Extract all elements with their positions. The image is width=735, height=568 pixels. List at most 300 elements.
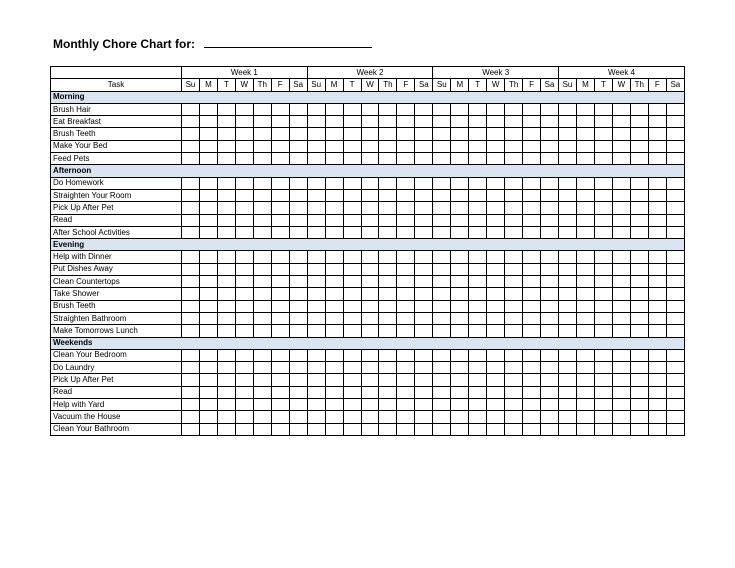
check-cell[interactable]: [343, 386, 361, 398]
check-cell[interactable]: [559, 411, 577, 423]
check-cell[interactable]: [630, 411, 648, 423]
check-cell[interactable]: [541, 386, 559, 398]
check-cell[interactable]: [361, 411, 379, 423]
check-cell[interactable]: [576, 251, 594, 263]
check-cell[interactable]: [433, 177, 451, 189]
check-cell[interactable]: [289, 202, 307, 214]
check-cell[interactable]: [523, 251, 541, 263]
check-cell[interactable]: [433, 226, 451, 238]
check-cell[interactable]: [217, 423, 235, 435]
check-cell[interactable]: [451, 251, 469, 263]
check-cell[interactable]: [630, 399, 648, 411]
check-cell[interactable]: [451, 362, 469, 374]
check-cell[interactable]: [415, 189, 433, 201]
check-cell[interactable]: [523, 153, 541, 165]
check-cell[interactable]: [199, 202, 217, 214]
check-cell[interactable]: [648, 263, 666, 275]
check-cell[interactable]: [612, 140, 630, 152]
check-cell[interactable]: [182, 128, 200, 140]
check-cell[interactable]: [648, 312, 666, 324]
check-cell[interactable]: [505, 349, 523, 361]
check-cell[interactable]: [612, 300, 630, 312]
check-cell[interactable]: [576, 189, 594, 201]
check-cell[interactable]: [307, 399, 325, 411]
check-cell[interactable]: [630, 312, 648, 324]
check-cell[interactable]: [307, 300, 325, 312]
check-cell[interactable]: [379, 128, 397, 140]
check-cell[interactable]: [469, 128, 487, 140]
check-cell[interactable]: [235, 128, 253, 140]
check-cell[interactable]: [648, 325, 666, 337]
check-cell[interactable]: [630, 153, 648, 165]
check-cell[interactable]: [361, 226, 379, 238]
check-cell[interactable]: [487, 374, 505, 386]
check-cell[interactable]: [505, 214, 523, 226]
check-cell[interactable]: [397, 226, 415, 238]
check-cell[interactable]: [361, 374, 379, 386]
check-cell[interactable]: [594, 300, 612, 312]
check-cell[interactable]: [217, 140, 235, 152]
check-cell[interactable]: [379, 214, 397, 226]
check-cell[interactable]: [559, 300, 577, 312]
check-cell[interactable]: [559, 325, 577, 337]
check-cell[interactable]: [487, 140, 505, 152]
check-cell[interactable]: [361, 177, 379, 189]
check-cell[interactable]: [451, 374, 469, 386]
check-cell[interactable]: [397, 423, 415, 435]
check-cell[interactable]: [415, 325, 433, 337]
check-cell[interactable]: [182, 177, 200, 189]
check-cell[interactable]: [325, 411, 343, 423]
check-cell[interactable]: [271, 140, 289, 152]
check-cell[interactable]: [541, 189, 559, 201]
check-cell[interactable]: [630, 214, 648, 226]
check-cell[interactable]: [253, 300, 271, 312]
check-cell[interactable]: [594, 276, 612, 288]
check-cell[interactable]: [576, 202, 594, 214]
check-cell[interactable]: [523, 374, 541, 386]
check-cell[interactable]: [469, 386, 487, 398]
check-cell[interactable]: [630, 263, 648, 275]
check-cell[interactable]: [451, 116, 469, 128]
check-cell[interactable]: [325, 374, 343, 386]
check-cell[interactable]: [505, 116, 523, 128]
check-cell[interactable]: [325, 423, 343, 435]
check-cell[interactable]: [451, 276, 469, 288]
check-cell[interactable]: [648, 300, 666, 312]
check-cell[interactable]: [451, 411, 469, 423]
check-cell[interactable]: [199, 214, 217, 226]
check-cell[interactable]: [379, 116, 397, 128]
check-cell[interactable]: [576, 226, 594, 238]
check-cell[interactable]: [289, 263, 307, 275]
check-cell[interactable]: [487, 411, 505, 423]
check-cell[interactable]: [487, 263, 505, 275]
check-cell[interactable]: [666, 116, 684, 128]
check-cell[interactable]: [505, 140, 523, 152]
check-cell[interactable]: [666, 128, 684, 140]
check-cell[interactable]: [487, 116, 505, 128]
check-cell[interactable]: [666, 103, 684, 115]
check-cell[interactable]: [199, 177, 217, 189]
check-cell[interactable]: [630, 276, 648, 288]
check-cell[interactable]: [415, 423, 433, 435]
check-cell[interactable]: [271, 251, 289, 263]
check-cell[interactable]: [559, 251, 577, 263]
check-cell[interactable]: [415, 312, 433, 324]
check-cell[interactable]: [576, 325, 594, 337]
check-cell[interactable]: [630, 300, 648, 312]
check-cell[interactable]: [523, 325, 541, 337]
check-cell[interactable]: [648, 116, 666, 128]
check-cell[interactable]: [343, 374, 361, 386]
check-cell[interactable]: [182, 116, 200, 128]
check-cell[interactable]: [343, 423, 361, 435]
check-cell[interactable]: [343, 177, 361, 189]
check-cell[interactable]: [505, 312, 523, 324]
check-cell[interactable]: [612, 226, 630, 238]
check-cell[interactable]: [217, 226, 235, 238]
check-cell[interactable]: [630, 189, 648, 201]
check-cell[interactable]: [648, 349, 666, 361]
check-cell[interactable]: [469, 300, 487, 312]
check-cell[interactable]: [576, 411, 594, 423]
check-cell[interactable]: [271, 263, 289, 275]
check-cell[interactable]: [343, 226, 361, 238]
check-cell[interactable]: [289, 226, 307, 238]
check-cell[interactable]: [415, 399, 433, 411]
check-cell[interactable]: [559, 214, 577, 226]
check-cell[interactable]: [325, 325, 343, 337]
check-cell[interactable]: [487, 189, 505, 201]
check-cell[interactable]: [182, 288, 200, 300]
check-cell[interactable]: [415, 214, 433, 226]
check-cell[interactable]: [397, 177, 415, 189]
check-cell[interactable]: [253, 386, 271, 398]
check-cell[interactable]: [523, 202, 541, 214]
check-cell[interactable]: [541, 103, 559, 115]
check-cell[interactable]: [594, 226, 612, 238]
check-cell[interactable]: [271, 116, 289, 128]
check-cell[interactable]: [576, 177, 594, 189]
check-cell[interactable]: [379, 374, 397, 386]
check-cell[interactable]: [666, 312, 684, 324]
check-cell[interactable]: [289, 386, 307, 398]
check-cell[interactable]: [289, 103, 307, 115]
check-cell[interactable]: [199, 153, 217, 165]
check-cell[interactable]: [182, 300, 200, 312]
check-cell[interactable]: [253, 140, 271, 152]
check-cell[interactable]: [271, 423, 289, 435]
check-cell[interactable]: [594, 423, 612, 435]
check-cell[interactable]: [666, 189, 684, 201]
check-cell[interactable]: [576, 103, 594, 115]
check-cell[interactable]: [271, 374, 289, 386]
check-cell[interactable]: [594, 116, 612, 128]
check-cell[interactable]: [594, 325, 612, 337]
check-cell[interactable]: [343, 140, 361, 152]
check-cell[interactable]: [325, 103, 343, 115]
check-cell[interactable]: [666, 386, 684, 398]
check-cell[interactable]: [199, 116, 217, 128]
check-cell[interactable]: [433, 386, 451, 398]
check-cell[interactable]: [379, 300, 397, 312]
check-cell[interactable]: [289, 140, 307, 152]
check-cell[interactable]: [594, 153, 612, 165]
check-cell[interactable]: [182, 362, 200, 374]
check-cell[interactable]: [487, 423, 505, 435]
check-cell[interactable]: [505, 411, 523, 423]
check-cell[interactable]: [199, 312, 217, 324]
check-cell[interactable]: [199, 362, 217, 374]
check-cell[interactable]: [289, 128, 307, 140]
check-cell[interactable]: [307, 214, 325, 226]
check-cell[interactable]: [576, 423, 594, 435]
check-cell[interactable]: [594, 362, 612, 374]
check-cell[interactable]: [523, 214, 541, 226]
check-cell[interactable]: [289, 153, 307, 165]
check-cell[interactable]: [594, 263, 612, 275]
check-cell[interactable]: [199, 226, 217, 238]
check-cell[interactable]: [451, 349, 469, 361]
check-cell[interactable]: [541, 276, 559, 288]
check-cell[interactable]: [541, 300, 559, 312]
check-cell[interactable]: [235, 214, 253, 226]
check-cell[interactable]: [325, 349, 343, 361]
check-cell[interactable]: [235, 276, 253, 288]
check-cell[interactable]: [648, 399, 666, 411]
check-cell[interactable]: [199, 399, 217, 411]
check-cell[interactable]: [253, 276, 271, 288]
check-cell[interactable]: [217, 251, 235, 263]
check-cell[interactable]: [469, 116, 487, 128]
check-cell[interactable]: [253, 374, 271, 386]
check-cell[interactable]: [523, 103, 541, 115]
check-cell[interactable]: [451, 214, 469, 226]
check-cell[interactable]: [217, 214, 235, 226]
check-cell[interactable]: [523, 140, 541, 152]
check-cell[interactable]: [325, 189, 343, 201]
check-cell[interactable]: [379, 325, 397, 337]
check-cell[interactable]: [576, 140, 594, 152]
check-cell[interactable]: [451, 128, 469, 140]
check-cell[interactable]: [217, 103, 235, 115]
check-cell[interactable]: [666, 374, 684, 386]
check-cell[interactable]: [343, 128, 361, 140]
check-cell[interactable]: [594, 386, 612, 398]
check-cell[interactable]: [666, 177, 684, 189]
check-cell[interactable]: [325, 214, 343, 226]
check-cell[interactable]: [379, 386, 397, 398]
check-cell[interactable]: [379, 251, 397, 263]
check-cell[interactable]: [415, 300, 433, 312]
check-cell[interactable]: [217, 189, 235, 201]
check-cell[interactable]: [541, 214, 559, 226]
check-cell[interactable]: [199, 251, 217, 263]
check-cell[interactable]: [505, 362, 523, 374]
check-cell[interactable]: [343, 349, 361, 361]
check-cell[interactable]: [559, 374, 577, 386]
check-cell[interactable]: [307, 423, 325, 435]
check-cell[interactable]: [199, 349, 217, 361]
check-cell[interactable]: [505, 128, 523, 140]
check-cell[interactable]: [559, 349, 577, 361]
check-cell[interactable]: [325, 386, 343, 398]
check-cell[interactable]: [648, 214, 666, 226]
check-cell[interactable]: [289, 374, 307, 386]
check-cell[interactable]: [307, 276, 325, 288]
check-cell[interactable]: [271, 189, 289, 201]
check-cell[interactable]: [271, 103, 289, 115]
check-cell[interactable]: [451, 423, 469, 435]
check-cell[interactable]: [289, 177, 307, 189]
check-cell[interactable]: [523, 349, 541, 361]
check-cell[interactable]: [182, 374, 200, 386]
check-cell[interactable]: [523, 399, 541, 411]
check-cell[interactable]: [343, 288, 361, 300]
check-cell[interactable]: [433, 153, 451, 165]
check-cell[interactable]: [630, 374, 648, 386]
check-cell[interactable]: [433, 116, 451, 128]
check-cell[interactable]: [594, 177, 612, 189]
check-cell[interactable]: [199, 325, 217, 337]
check-cell[interactable]: [325, 276, 343, 288]
check-cell[interactable]: [182, 386, 200, 398]
check-cell[interactable]: [469, 399, 487, 411]
check-cell[interactable]: [648, 103, 666, 115]
check-cell[interactable]: [289, 325, 307, 337]
check-cell[interactable]: [594, 128, 612, 140]
check-cell[interactable]: [199, 263, 217, 275]
check-cell[interactable]: [307, 177, 325, 189]
check-cell[interactable]: [487, 202, 505, 214]
check-cell[interactable]: [397, 362, 415, 374]
check-cell[interactable]: [325, 128, 343, 140]
check-cell[interactable]: [235, 362, 253, 374]
check-cell[interactable]: [415, 362, 433, 374]
check-cell[interactable]: [361, 276, 379, 288]
check-cell[interactable]: [361, 128, 379, 140]
check-cell[interactable]: [182, 411, 200, 423]
check-cell[interactable]: [182, 189, 200, 201]
check-cell[interactable]: [630, 251, 648, 263]
check-cell[interactable]: [415, 103, 433, 115]
check-cell[interactable]: [576, 386, 594, 398]
check-cell[interactable]: [487, 226, 505, 238]
check-cell[interactable]: [397, 386, 415, 398]
check-cell[interactable]: [451, 177, 469, 189]
check-cell[interactable]: [235, 325, 253, 337]
check-cell[interactable]: [666, 153, 684, 165]
check-cell[interactable]: [559, 140, 577, 152]
check-cell[interactable]: [559, 312, 577, 324]
check-cell[interactable]: [630, 177, 648, 189]
check-cell[interactable]: [541, 374, 559, 386]
check-cell[interactable]: [630, 349, 648, 361]
check-cell[interactable]: [630, 202, 648, 214]
check-cell[interactable]: [415, 374, 433, 386]
check-cell[interactable]: [630, 103, 648, 115]
check-cell[interactable]: [505, 386, 523, 398]
check-cell[interactable]: [433, 103, 451, 115]
check-cell[interactable]: [325, 140, 343, 152]
check-cell[interactable]: [487, 325, 505, 337]
check-cell[interactable]: [469, 153, 487, 165]
check-cell[interactable]: [217, 300, 235, 312]
check-cell[interactable]: [397, 153, 415, 165]
check-cell[interactable]: [612, 288, 630, 300]
check-cell[interactable]: [666, 202, 684, 214]
check-cell[interactable]: [271, 276, 289, 288]
check-cell[interactable]: [505, 177, 523, 189]
check-cell[interactable]: [523, 116, 541, 128]
check-cell[interactable]: [469, 202, 487, 214]
check-cell[interactable]: [487, 153, 505, 165]
check-cell[interactable]: [289, 288, 307, 300]
check-cell[interactable]: [253, 214, 271, 226]
check-cell[interactable]: [397, 116, 415, 128]
check-cell[interactable]: [433, 128, 451, 140]
check-cell[interactable]: [235, 153, 253, 165]
check-cell[interactable]: [541, 177, 559, 189]
check-cell[interactable]: [307, 153, 325, 165]
check-cell[interactable]: [397, 103, 415, 115]
check-cell[interactable]: [325, 399, 343, 411]
check-cell[interactable]: [469, 214, 487, 226]
check-cell[interactable]: [666, 288, 684, 300]
check-cell[interactable]: [433, 411, 451, 423]
check-cell[interactable]: [523, 177, 541, 189]
check-cell[interactable]: [523, 288, 541, 300]
check-cell[interactable]: [379, 177, 397, 189]
check-cell[interactable]: [379, 349, 397, 361]
check-cell[interactable]: [235, 140, 253, 152]
check-cell[interactable]: [307, 116, 325, 128]
check-cell[interactable]: [541, 140, 559, 152]
check-cell[interactable]: [487, 386, 505, 398]
check-cell[interactable]: [648, 362, 666, 374]
check-cell[interactable]: [576, 300, 594, 312]
check-cell[interactable]: [415, 288, 433, 300]
check-cell[interactable]: [289, 116, 307, 128]
check-cell[interactable]: [253, 312, 271, 324]
check-cell[interactable]: [469, 177, 487, 189]
check-cell[interactable]: [612, 349, 630, 361]
check-cell[interactable]: [594, 103, 612, 115]
check-cell[interactable]: [182, 140, 200, 152]
check-cell[interactable]: [523, 226, 541, 238]
check-cell[interactable]: [397, 349, 415, 361]
check-cell[interactable]: [217, 312, 235, 324]
check-cell[interactable]: [289, 362, 307, 374]
check-cell[interactable]: [343, 263, 361, 275]
check-cell[interactable]: [594, 251, 612, 263]
check-cell[interactable]: [307, 362, 325, 374]
check-cell[interactable]: [199, 423, 217, 435]
check-cell[interactable]: [648, 226, 666, 238]
check-cell[interactable]: [397, 312, 415, 324]
check-cell[interactable]: [325, 312, 343, 324]
check-cell[interactable]: [235, 226, 253, 238]
check-cell[interactable]: [594, 140, 612, 152]
check-cell[interactable]: [182, 325, 200, 337]
check-cell[interactable]: [415, 177, 433, 189]
check-cell[interactable]: [182, 202, 200, 214]
check-cell[interactable]: [379, 189, 397, 201]
check-cell[interactable]: [271, 202, 289, 214]
check-cell[interactable]: [361, 202, 379, 214]
check-cell[interactable]: [469, 140, 487, 152]
